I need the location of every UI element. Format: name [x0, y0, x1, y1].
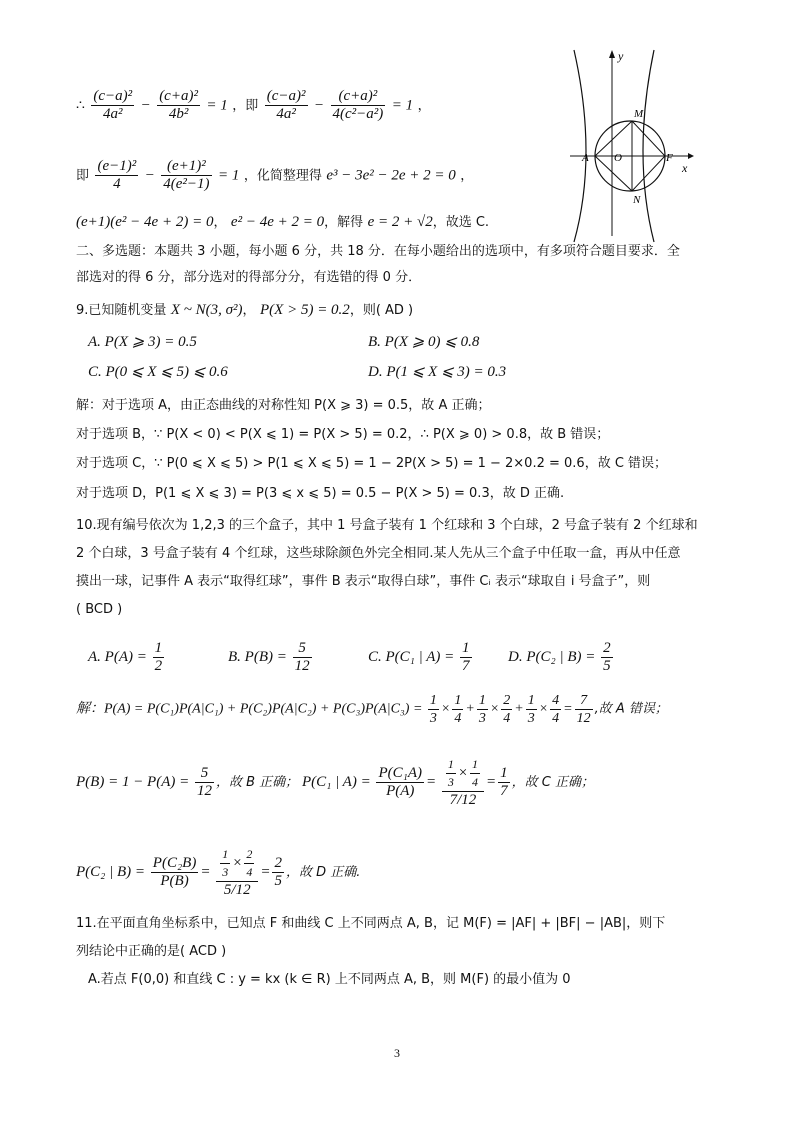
- label-y: y: [618, 49, 624, 63]
- q9-option-c: C. P(0 ⩽ X ⩽ 5) ⩽ 0.6: [88, 364, 228, 380]
- fraction: $\frac{\text{(c+a)²}}{\text{4b²}}$: [159, 88, 198, 122]
- q10-line-3: 摸出一球，记事件 A 表示“取得红球”，事件 B 表示“取得白球”，事件 Cᵢ 表示“球取自 i 号盒子”，则: [76, 574, 651, 589]
- q10-solution-d: P(C₂ | B) = $\frac{\text{P(C₂B)}}{P(B)}$ = $\frac{1}{3}$ × $\frac{2}{4}$ 5/12 = $\frac{2}{5}$ ，故 D 正确.: [76, 847, 361, 898]
- label-f: F: [666, 152, 673, 164]
- q9-solution-1: 解：对于选项 A，由正态曲线的对称性知 P(X ⩾ 3) = 0.5，故 A 正确；: [76, 398, 491, 413]
- q10-option-d: D. P(C₂ | B) = $\frac{2}{5}$: [508, 640, 611, 674]
- q11-option-a: A.若点 F(0,0) 和直线 C : y = kx (k ∈ R) 上不同两点 A, B，则 M(F) 的最小值为 0: [88, 972, 571, 987]
- q9-option-d: D. P(1 ⩽ X ⩽ 3) = 0.3: [368, 364, 507, 380]
- section-heading-line-2: 部选对的得 6 分，部分选对的得部分分，有选错的得 0 分．: [76, 270, 422, 285]
- x-axis-arrow: [688, 153, 694, 159]
- q10-line-2: 2 个白球，3 号盒子装有 4 个红球，这些球除颜色外完全相同.某人先从三个盒子中任取一盒，再从中任意: [76, 546, 681, 561]
- q9-option-a: A. P(X ⩾ 3) = 0.5: [88, 334, 197, 350]
- derivation-line-3: (e+1)(e² − 4e + 2) = 0， e² − 4e + 2 = 0，解得 e = 2 + √2，故选 C.: [76, 214, 490, 230]
- label-m: M: [634, 108, 644, 120]
- fraction: $\frac{\text{(c−a)²}}{\text{4a²}}$: [266, 88, 306, 122]
- label-a: A: [582, 152, 589, 164]
- q10-line-1: 10.现有编号依次为 1,2,3 的三个盒子，其中 1 号盒子装有 1 个红球和 3 个白球，2 号盒子装有 2 个红球和: [76, 518, 698, 533]
- q10-option-a: A. P(A) = $\frac{1}{2}$: [88, 640, 163, 674]
- fraction: $\frac{\text{(e−1)²}}{4}$: [97, 158, 137, 192]
- y-axis-arrow: [609, 50, 615, 58]
- q10-solution-a: 解：P(A) = P(C₁)P(A|C₁) + P(C₂)P(A|C₂) + P(C₃)P(A|C₃) = $\frac{1}{3}$ × $\frac{1}{4}$ + $\frac{1}{3}$ × $\frac{2}{4}$ + $\frac{1}{3}$ × $\frac{4}{4}$ = $\frac{7}{12}$ ,故 A 错误；: [76, 693, 668, 726]
- derivation-line-2: 即 $\frac{\text{(e−1)²}}{4}$ − $\frac{\text{(e+1)²}}{\text{4(e²−1)}}$ = 1 ，化简整理得 e³ − 3e² − 2e + 2 = 0 ，: [76, 158, 474, 192]
- hyperbola-figure: [560, 44, 700, 244]
- fraction: $\frac{\text{(c−a)²}}{\text{4a²}}$: [93, 88, 133, 122]
- q11-line-2: 列结论中正确的是( ACD ): [76, 944, 227, 959]
- label-x: x: [682, 161, 688, 175]
- page-number: 3: [394, 1046, 400, 1060]
- q9-solution-3: 对于选项 C，∵ P(0 ⩽ X ⩽ 5) > P(1 ⩽ X ⩽ 5) = 1 − 2P(X > 5) = 1 − 2×0.2 = 0.6，故 C 错误；: [76, 456, 668, 471]
- derivation-line-1: ∴ $\frac{\text{(c−a)²}}{\text{4a²}}$ − $\frac{\text{(c+a)²}}{\text{4b²}}$ = 1 ，即 $\frac{\text{(c−a)²}}{\text{4a²}}$ − $\frac{\text{(c+a)²}}{\text{4(c²−a²)}}$ = 1 ，: [76, 88, 431, 122]
- q10-solution-bc: P(B) = 1 − P(A) = $\frac{5}{12}$ ，故 B 正确； P(C₁ | A) = $\frac{\text{P(C₁A)}}{P(A)}$ = $\frac{1}{3}$ × $\frac{1}{4}$ 7/12 = $\frac{1}{7}$ ，故 C 正确；: [76, 757, 594, 808]
- fraction: $\frac{\text{(c+a)²}}{\text{4(c²−a²)}}$: [332, 88, 384, 122]
- therefore-symbol: ∴: [76, 97, 85, 114]
- label-o: O: [614, 152, 622, 164]
- q10-option-c: C. P(C₁ | A) = $\frac{1}{7}$: [368, 640, 470, 674]
- q9-solution-2: 对于选项 B，∵ P(X < 0) < P(X ⩽ 1) = P(X > 5) = 0.2，∴ P(X ⩾ 0) > 0.8，故 B 错误；: [76, 427, 610, 442]
- q11-line-1: 11.在平面直角坐标系中，已知点 F 和曲线 C 上不同两点 A, B，记 M(F) = |AF| + |BF| − |AB|，则下: [76, 916, 666, 931]
- hyperbola-left-branch: [574, 50, 586, 242]
- label-n: N: [633, 194, 641, 206]
- section-heading-line-1: 二、多选题：本题共 3 小题，每小题 6 分，共 18 分．在每小题给出的选项中，有多项符合题目要求．全: [76, 244, 680, 259]
- q9-solution-4: 对于选项 D，P(1 ⩽ X ⩽ 3) = P(3 ⩽ x ⩽ 5) = 0.5 − P(X > 5) = 0.3，故 D 正确.: [76, 486, 565, 501]
- q9-stem: 9.已知随机变量 X ~ N(3, σ²)， P(X > 5) = 0.2，则( AD ): [76, 302, 414, 318]
- q10-option-b: B. P(B) = $\frac{5}{12}$: [228, 640, 310, 674]
- hyperbola-right-branch: [643, 50, 654, 242]
- q9-option-b: B. P(X ⩾ 0) ⩽ 0.8: [368, 334, 480, 350]
- fraction: $\frac{\text{(e+1)²}}{\text{4(e²−1)}}$: [163, 158, 210, 192]
- q10-line-4: ( BCD ): [76, 602, 123, 617]
